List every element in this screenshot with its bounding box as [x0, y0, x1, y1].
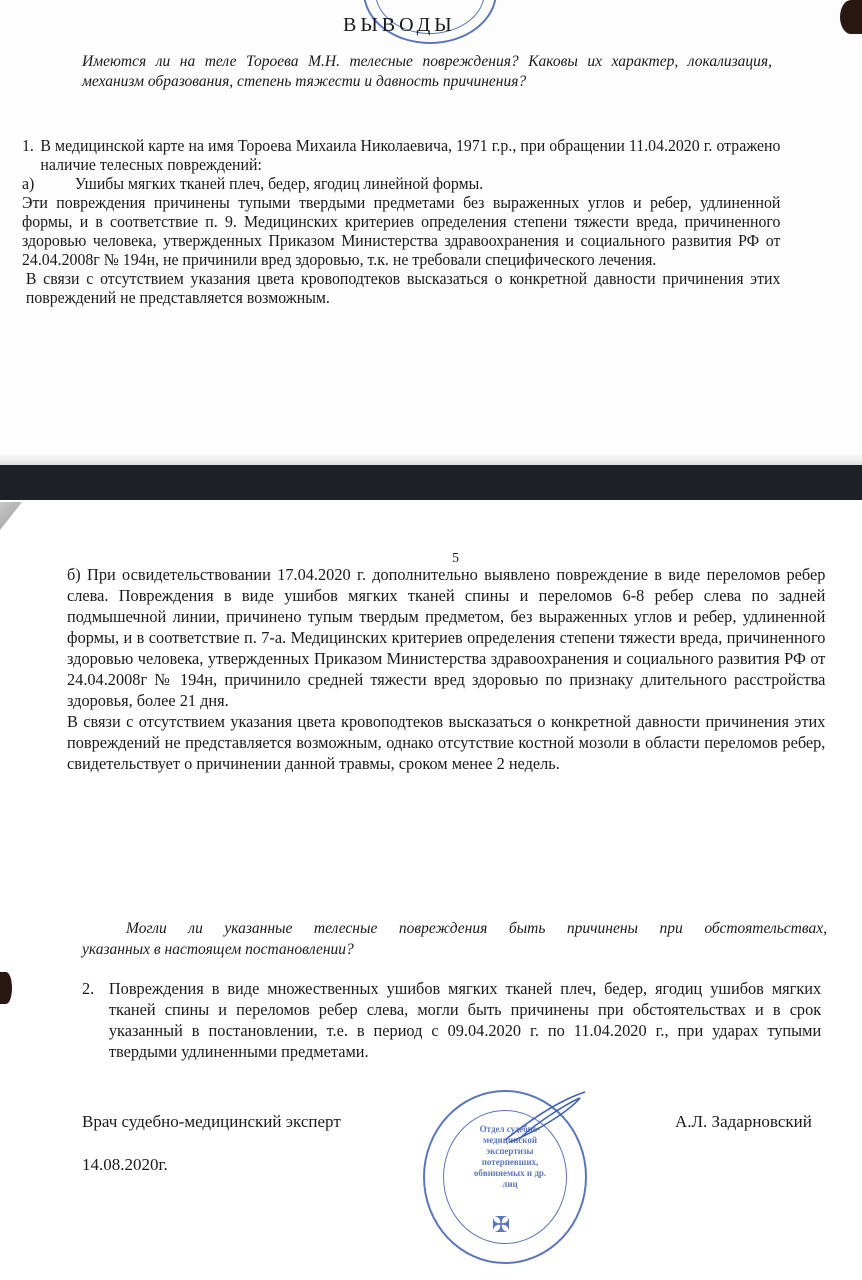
question-1: Имеются ли на теле Тороева М.Н. телесные повреждения? Каковы их характер, локализация, механизм образования, степень тяжести и давность причинения?: [82, 53, 772, 90]
screenshot-divider: [0, 465, 862, 502]
item-a-label: а): [22, 174, 35, 193]
answer-1-conclusion: Эти повреждения причинены тупыми твердыми предметами без выраженных углов и ребер, удлиненной формы, и в соответствие п. 9. Медицинских критериев определения степени тяжести вреда, причиненного здоровью человека, утвержденных Приказом Министерства здравоохранения и социального развития РФ от 24.04.2008г № 194н, не причинили вред здоровью, т.к. не требовали специфического лечения.: [22, 193, 781, 269]
question-2: [82, 918, 827, 960]
conclusions-title: ВЫВОДЫ: [343, 14, 456, 36]
item-b: [67, 564, 825, 774]
item-b-age-note: В связи с отсутствием указания цвета кровоподтеков высказаться о конкретной давности причинения этих повреждений не представляется возможным, однако отсутствие костной мозоли в области переломов ребер, свидетельствует о причинении данной травмы, сроком менее 2 недель.: [67, 712, 826, 773]
answer-1-age-note: В связи с отсутствием указания цвета кровоподтеков высказаться о конкретной давности причинения этих повреждений не представляется возможным.: [25, 269, 781, 307]
document-date: 14.08.2020г.: [82, 1155, 168, 1174]
question-2-line-1: Могли ли указанные телесные повреждения быть причинены при обстоятельствах,: [126, 920, 827, 937]
item-a-text: Ушибы мягких тканей плеч, бедер, ягодиц линейной формы.: [74, 174, 484, 193]
page-tear-edge: [0, 452, 862, 466]
signatory-role: Врач судебно-медицинский эксперт: [82, 1112, 341, 1131]
answer-2-text: Повреждения в виде множественных ушибов мягких тканей плеч, бедер, ягодиц ушибов мягких тканей спины и переломов ребер слева, могли быть причинены при обстоятельствах и в срок указанный в постановлении, т.е. в период с 09.04.2020 г. по 11.04.2020 г., при ударах тупыми твердыми удлиненными предметами.: [108, 979, 822, 1061]
stamp-text: Отдел судебно-медицинской экспертизы потерпевших, обвиняемых и др. лиц: [473, 1124, 547, 1189]
signatory-name: А.Л. Задарновский: [675, 1112, 812, 1131]
item-b-text: б) При освидетельствовании 17.04.2020 г. дополнительно выявлено повреждение в виде переломов ребер слева. Повреждения в виде ушибов мягких тканей спины и переломов 6-8 ребер слева по задней подмышечной линии, причинено тупым твердым предметом, без выраженных углов и ребер, удлиненной формы, и в соответствие п. 7-а. Медицинских критериев определения степени тяжести вреда, причиненного здоровью человека, утвержденных Приказом Министерства здравоохранения и социального развития РФ от 24.04.2008г № 194н, причинило средней тяжести вред здоровью по признаку длительного расстройства здоровья, более 21 дня.: [67, 565, 826, 710]
handwritten-signature: [500, 1090, 590, 1145]
binder-hole-mark: [840, 0, 862, 34]
coat-of-arms-icon: ✠: [491, 1212, 511, 1237]
binder-hole-mark: [0, 972, 12, 1004]
page-number: 5: [452, 551, 459, 566]
answer-1-intro: В медицинской карте на имя Тороева Михаила Николаевича, 1971 г.р., при обращении 11.04.2020 г. отражено наличие телесных повреждений:: [40, 136, 781, 174]
answer-1: [22, 136, 780, 307]
answer-2: [82, 978, 821, 1062]
question-2-line-2: указанных в настоящем постановлении?: [82, 941, 354, 958]
answer-2-number: 2.: [82, 979, 95, 998]
answer-1-number: 1.: [22, 136, 34, 155]
